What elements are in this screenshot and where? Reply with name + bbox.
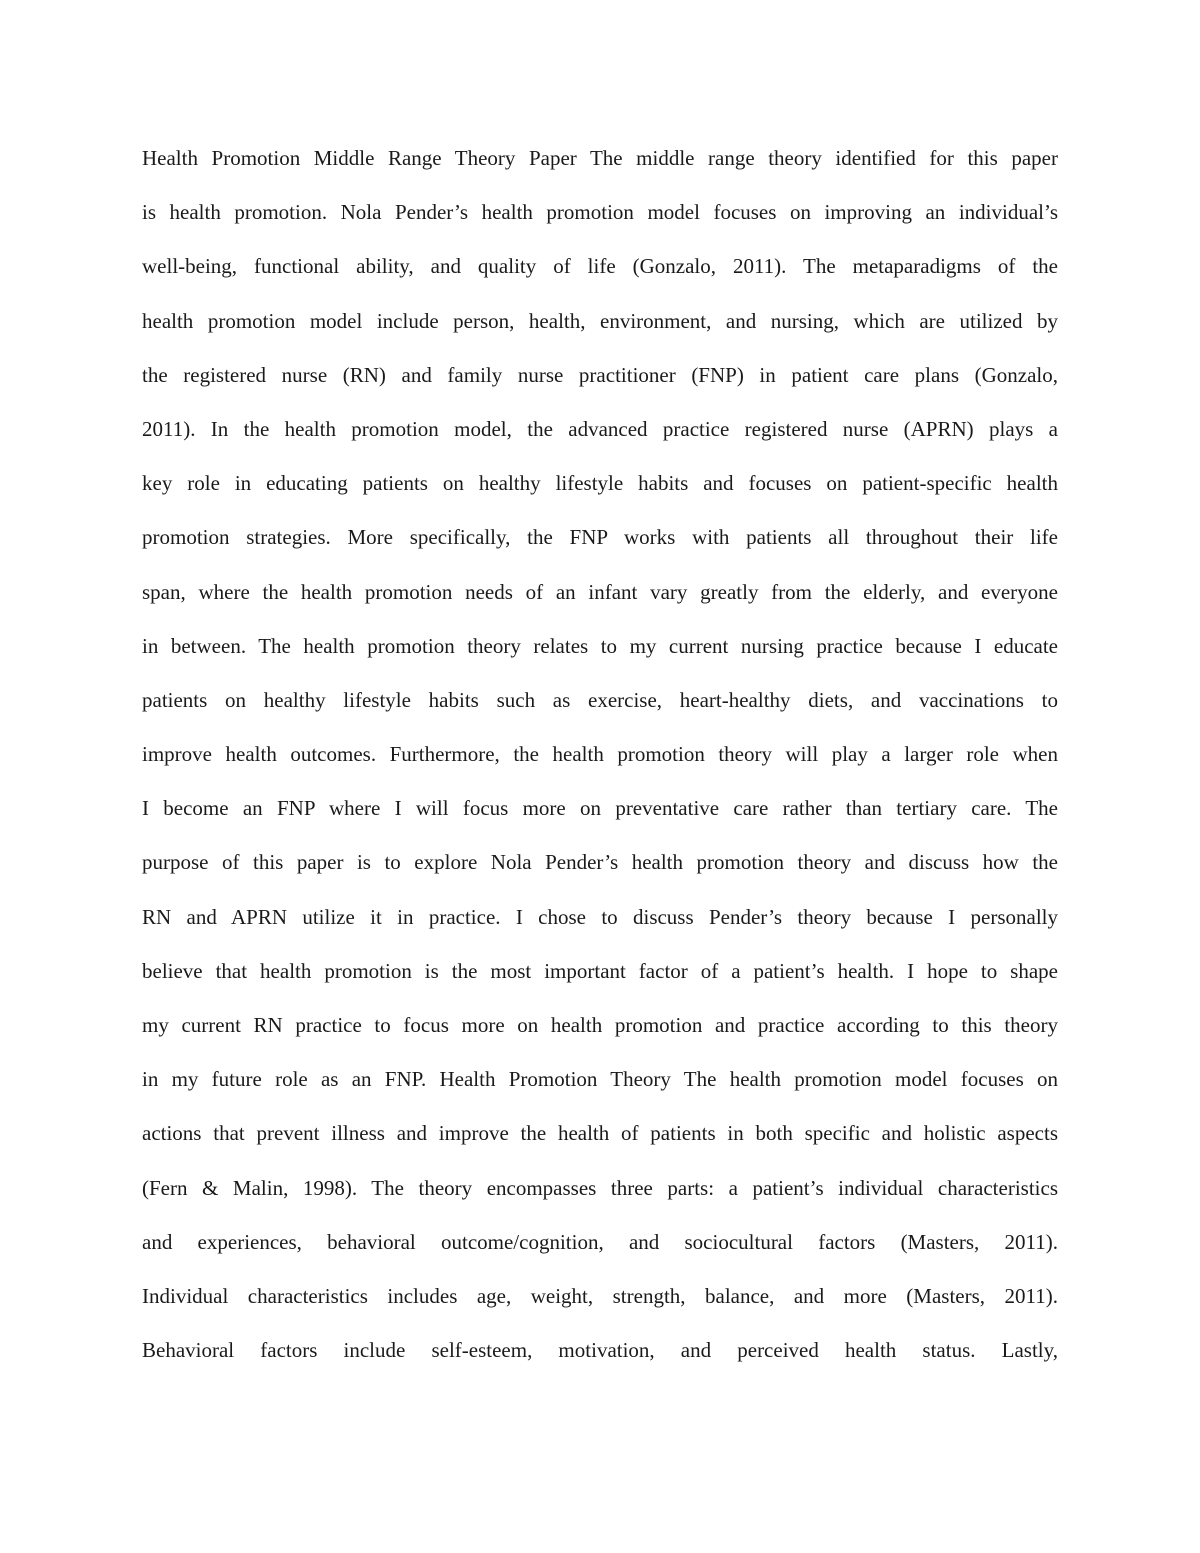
text-line: RN and APRN utilize it in practice. I chose to discuss Pender’s theory because I personally <box>142 904 1058 929</box>
text-line: and experiences, behavioral outcome/cognition, and sociocultural factors (Masters, 2011). <box>142 1229 1058 1254</box>
text-line: health promotion model include person, health, environment, and nursing, which are utilized by <box>142 308 1058 333</box>
text-line: Behavioral factors include self-esteem, motivation, and perceived health status. Lastly, <box>142 1338 1058 1363</box>
text-line: my current RN practice to focus more on health promotion and practice according to this theory <box>142 1013 1058 1037</box>
text-line: improve health outcomes. Furthermore, the health promotion theory will play a larger role when <box>142 742 1058 767</box>
text-line: is health promotion. Nola Pender’s health promotion model focuses on improving an individual’s <box>142 200 1058 225</box>
text-line: Individual characteristics includes age, weight, strength, balance, and more (Masters, 2011). <box>142 1283 1058 1308</box>
text-line: key role in educating patients on healthy lifestyle habits and focuses on patient-specific health <box>142 471 1058 496</box>
text-line: 2011). In the health promotion model, the advanced practice registered nurse (APRN) plays a <box>142 416 1058 441</box>
text-line: in my future role as an FNP. Health Promotion Theory The health promotion model focuses on <box>142 1067 1058 1092</box>
text-line: promotion strategies. More specifically, the FNP works with patients all throughout their life <box>142 525 1058 550</box>
text-line: well-being, functional ability, and quality of life (Gonzalo, 2011). The metaparadigms of the <box>142 254 1058 279</box>
text-line: patients on healthy lifestyle habits such as exercise, heart-healthy diets, and vaccinations to <box>142 687 1058 712</box>
text-line: purpose of this paper is to explore Nola Pender’s health promotion theory and discuss how the <box>142 850 1058 875</box>
text-line: Health Promotion Middle Range Theory Paper The middle range theory identified for this paper <box>142 146 1058 170</box>
text-line: I become an FNP where I will focus more on preventative care rather than tertiary care. The <box>142 796 1058 821</box>
text-line: believe that health promotion is the most important factor of a patient’s health. I hope to shape <box>142 958 1058 983</box>
body-text <box>142 136 1058 1382</box>
text-line: in between. The health promotion theory relates to my current nursing practice because I educate <box>142 633 1058 658</box>
text-line: actions that prevent illness and improve the health of patients in both specific and holistic aspects <box>142 1121 1058 1146</box>
text-line: (Fern & Malin, 1998). The theory encompasses three parts: a patient’s individual characteristics <box>142 1175 1058 1200</box>
text-line: the registered nurse (RN) and family nurse practitioner (FNP) in patient care plans (Gonzalo, <box>142 362 1058 387</box>
text-line: span, where the health promotion needs of an infant vary greatly from the elderly, and everyone <box>142 579 1058 604</box>
